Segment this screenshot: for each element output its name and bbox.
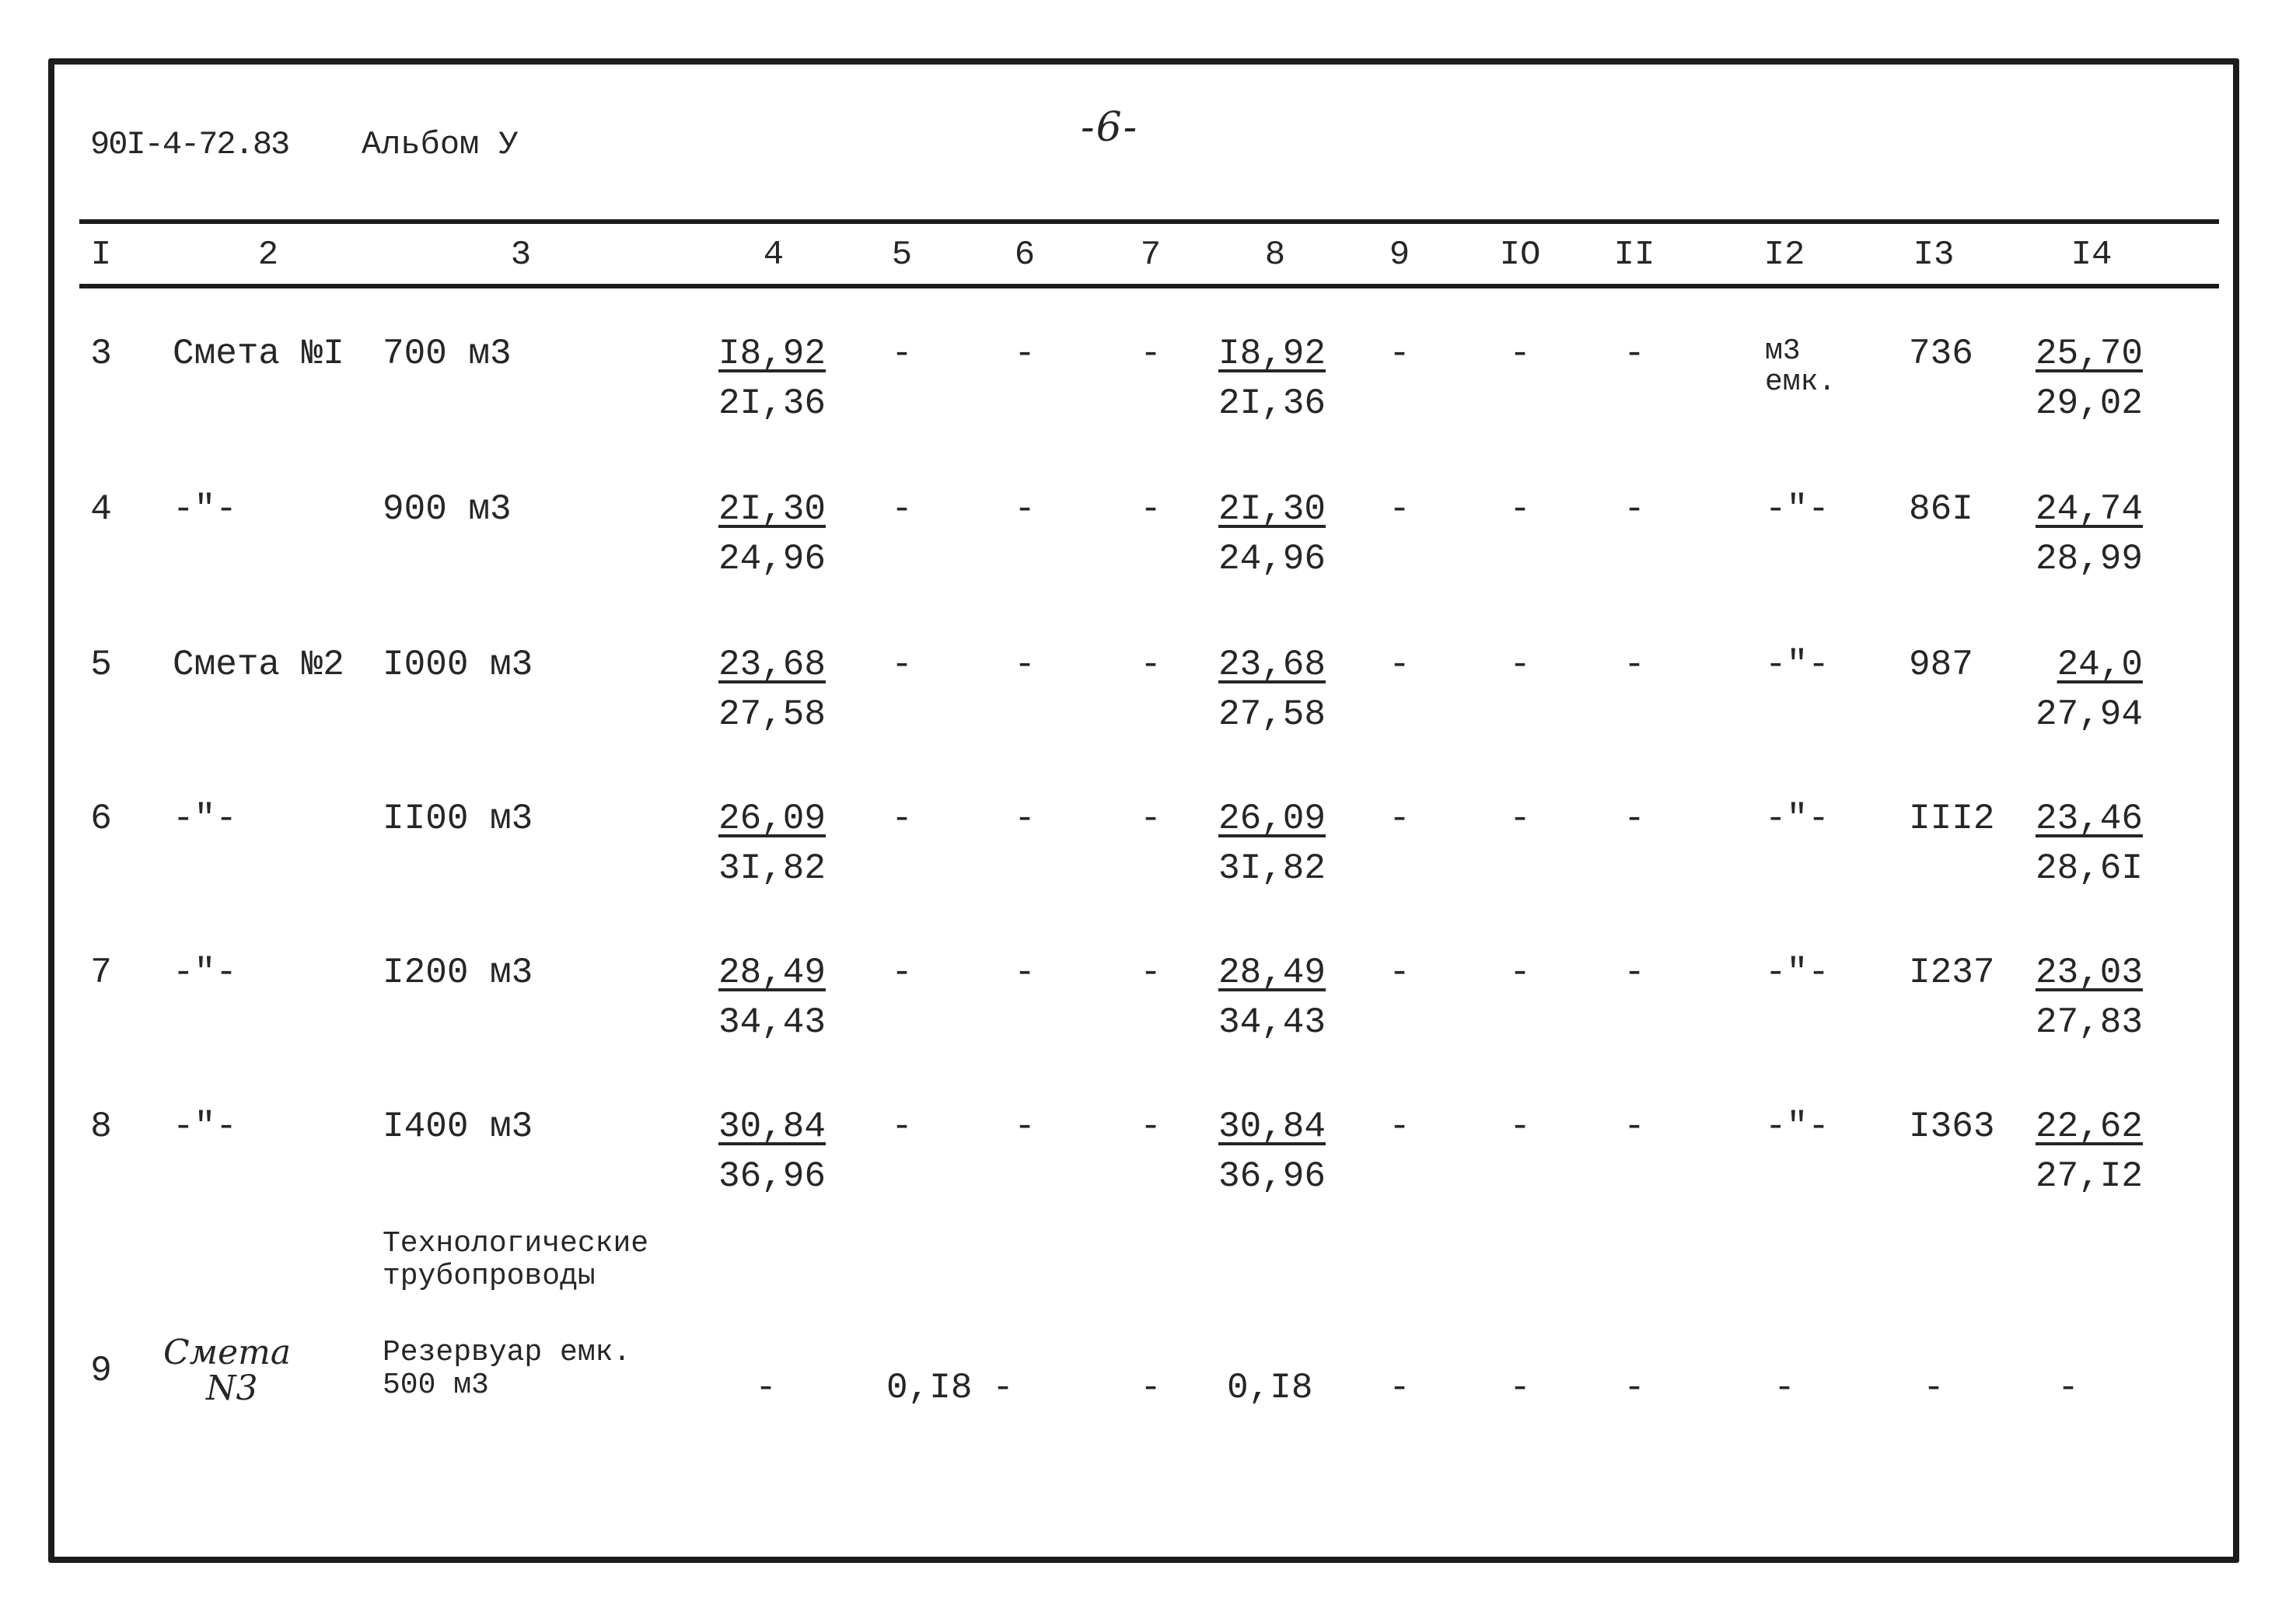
unit-cell: -"- [1765,645,1829,685]
dash-cell-col9: - [1389,489,1410,530]
value-numerator: 23,68 [1218,645,1326,685]
header-rule-top [79,219,2219,224]
dash-cell-col7: - [1140,645,1162,685]
unit-cell: -"- [1765,953,1829,993]
dash-cell-col9: - [1389,334,1410,374]
description-line: Резервуар емк. [383,1336,631,1369]
quantity-cell: I237 [1909,953,1995,993]
value-denominator: 3I,82 [718,848,826,889]
value-numerator: 26,09 [1218,799,1326,839]
value-denominator: 27,58 [1218,694,1326,735]
column-header-14: I4 [2071,236,2113,274]
dash-cell-col9: - [1389,1368,1410,1408]
row-number: 4 [90,489,112,530]
quantity-cell: 86I [1909,489,1973,530]
column-header-5: 5 [891,236,913,274]
row-number: 6 [90,799,112,839]
value-numerator: I8,92 [1218,334,1326,374]
dash-cell-col5: - [891,953,913,993]
value-denominator: 2I,36 [1218,383,1326,424]
fraction-cell-col14 [2003,799,2143,889]
fraction-cell-col8 [1186,491,1326,577]
estimate-ref: -"- [173,489,237,530]
fraction-cell-col8 [1186,645,1326,735]
value-denominator: 27,58 [718,694,826,735]
value-denominator: 3I,82 [1218,848,1326,889]
dash-cell-col6: - [1014,953,1036,993]
dash-cell-col6: - [1014,1106,1036,1147]
dash-cell-col10: - [1509,1106,1531,1147]
dash-cell-col11: - [1623,1106,1645,1147]
dash-cell-col5: - [891,1106,913,1147]
dash-cell-col9: - [1389,1106,1410,1147]
dash-cell-col6: - [992,1368,1014,1408]
row-number: 9 [90,1351,112,1391]
dash-cell-col10: - [1509,489,1531,530]
value-numerator: I8,92 [718,334,826,374]
fraction-cell-col4 [686,953,826,1043]
dash-cell-col11: - [1623,1368,1645,1408]
row-number: 7 [90,953,112,993]
dash-cell-col5: - [891,799,913,839]
capacity: 700 м3 [383,334,512,374]
dash-cell-col7: - [1140,489,1162,530]
estimate-ref: -"- [173,1106,237,1147]
section-title-line: Технологические [383,1227,649,1260]
column-header-12: I2 [1763,236,1805,274]
value-numerator: 26,09 [718,799,826,839]
dash-cell-col11: - [1623,799,1645,839]
column-header-3: 3 [510,236,532,274]
estimate-ref: -"- [173,953,237,993]
value-numerator: 24,0 [2057,645,2143,685]
quantity-cell: I363 [1909,1106,1995,1147]
dash-cell-col13: - [1923,1368,1945,1408]
dash-cell-col7: - [1140,1368,1162,1408]
estimate-ref-handwritten: N3 [206,1369,258,1408]
dash-cell-col7: - [1140,1106,1162,1147]
header-rule-bottom [79,284,2219,288]
fraction-cell-col8 [1186,334,1326,424]
dash-cell-col11: - [1623,645,1645,685]
estimate-ref: Смета №2 [173,645,344,685]
value-denominator: 2I,36 [718,383,826,424]
value-numerator: 30,84 [1218,1106,1326,1147]
value-numerator: 30,84 [718,1106,826,1147]
dash-cell-col10: - [1509,645,1531,685]
column-header-7: 7 [1140,236,1162,274]
dash-cell-col12: - [1774,1368,1795,1408]
value-numerator: 23,46 [2035,799,2143,839]
column-header-8: 8 [1264,236,1286,274]
unit-cell: -"- [1765,489,1829,530]
fraction-cell-col4 [686,334,826,424]
dash-cell-col4: - [755,1368,777,1408]
value-denominator: 27,94 [2035,694,2143,735]
value-col5: 0,I8 [886,1368,973,1408]
value-numerator: 2I,30 [1218,489,1326,530]
dash-cell-col9: - [1389,645,1410,685]
column-header-2: 2 [257,236,279,274]
value-denominator: 29,02 [2035,383,2143,424]
row-number: 8 [90,1106,112,1147]
dash-cell-col5: - [891,645,913,685]
dash-cell-col10: - [1509,334,1531,374]
column-header-11: II [1613,236,1655,274]
estimate-ref-handwritten: Смета [163,1333,292,1372]
column-header-4: 4 [763,236,785,274]
value-denominator: 27,83 [2035,1002,2143,1043]
fraction-cell-col8 [1186,953,1326,1043]
document-code: 90I-4-72.83 [90,126,289,163]
album-label: Альбом У [362,126,519,163]
value-denominator: 24,96 [1218,539,1326,579]
capacity: I400 м3 [383,1106,533,1147]
unit-cell: -"- [1765,799,1829,839]
description-line: 500 м3 [383,1369,489,1402]
dash-cell-col5: - [891,334,913,374]
capacity: I200 м3 [383,953,533,993]
quantity-cell: III2 [1909,799,1995,839]
value-numerator: 25,70 [2035,334,2143,374]
value-col8: 0,I8 [1227,1368,1313,1408]
unit-cell: -"- [1765,1106,1829,1147]
value-numerator: 23,03 [2035,953,2143,993]
value-denominator: 34,43 [1218,1002,1326,1043]
dash-cell-col7: - [1140,799,1162,839]
fraction-cell-col8 [1186,1106,1326,1197]
page-number: -6- [1081,104,1139,151]
fraction-cell-col14 [2003,953,2143,1043]
dash-cell-col14: - [2057,1368,2079,1408]
dash-cell-col7: - [1140,953,1162,993]
value-numerator: 23,68 [718,645,826,685]
dash-cell-col7: - [1140,334,1162,374]
dash-cell-col11: - [1623,953,1645,993]
column-header-13: I3 [1913,236,1955,274]
estimate-ref: Смета №I [173,334,344,374]
value-denominator: 28,99 [2035,539,2143,579]
fraction-cell-col4 [686,799,826,889]
value-denominator: 28,6I [2035,848,2143,889]
dash-cell-col6: - [1014,645,1036,685]
dash-cell-col10: - [1509,953,1531,993]
fraction-cell-col14 [2003,645,2143,735]
value-numerator: 28,49 [1218,953,1326,993]
fraction-cell-col4 [686,645,826,735]
column-header-6: 6 [1014,236,1036,274]
unit-cell: м3 емк. [1765,334,1836,399]
quantity-cell: 987 [1909,645,1973,685]
value-denominator: 36,96 [1218,1156,1326,1197]
dash-cell-col11: - [1623,334,1645,374]
value-numerator: 22,62 [2035,1106,2143,1147]
fraction-cell-col8 [1186,799,1326,889]
column-header-9: 9 [1389,236,1410,274]
fraction-cell-col14 [2003,334,2143,424]
fraction-cell-col14 [2003,1106,2143,1197]
fraction-cell-col14 [2003,491,2143,577]
value-numerator: 28,49 [718,953,826,993]
dash-cell-col5: - [891,489,913,530]
value-denominator: 36,96 [718,1156,826,1197]
capacity: II00 м3 [383,799,533,839]
dash-cell-col9: - [1389,953,1410,993]
estimate-ref: -"- [173,799,237,839]
dash-cell-col9: - [1389,799,1410,839]
value-denominator: 27,I2 [2035,1156,2143,1197]
value-numerator: 2I,30 [718,489,826,530]
section-title-line: трубопроводы [383,1260,596,1293]
column-header-10: IO [1499,236,1541,274]
dash-cell-col6: - [1014,489,1036,530]
quantity-cell: 736 [1909,334,1973,374]
dash-cell-col10: - [1509,799,1531,839]
row-number: 5 [90,645,112,685]
fraction-cell-col4 [686,1106,826,1197]
dash-cell-col6: - [1014,334,1036,374]
column-header-1: I [90,236,112,274]
capacity: I000 м3 [383,645,533,685]
capacity: 900 м3 [383,489,512,530]
dash-cell-col6: - [1014,799,1036,839]
fraction-cell-col4 [686,491,826,577]
value-numerator: 24,74 [2035,489,2143,530]
row-number: 3 [90,334,112,374]
dash-cell-col10: - [1509,1368,1531,1408]
value-denominator: 24,96 [718,539,826,579]
value-denominator: 34,43 [718,1002,826,1043]
dash-cell-col11: - [1623,489,1645,530]
